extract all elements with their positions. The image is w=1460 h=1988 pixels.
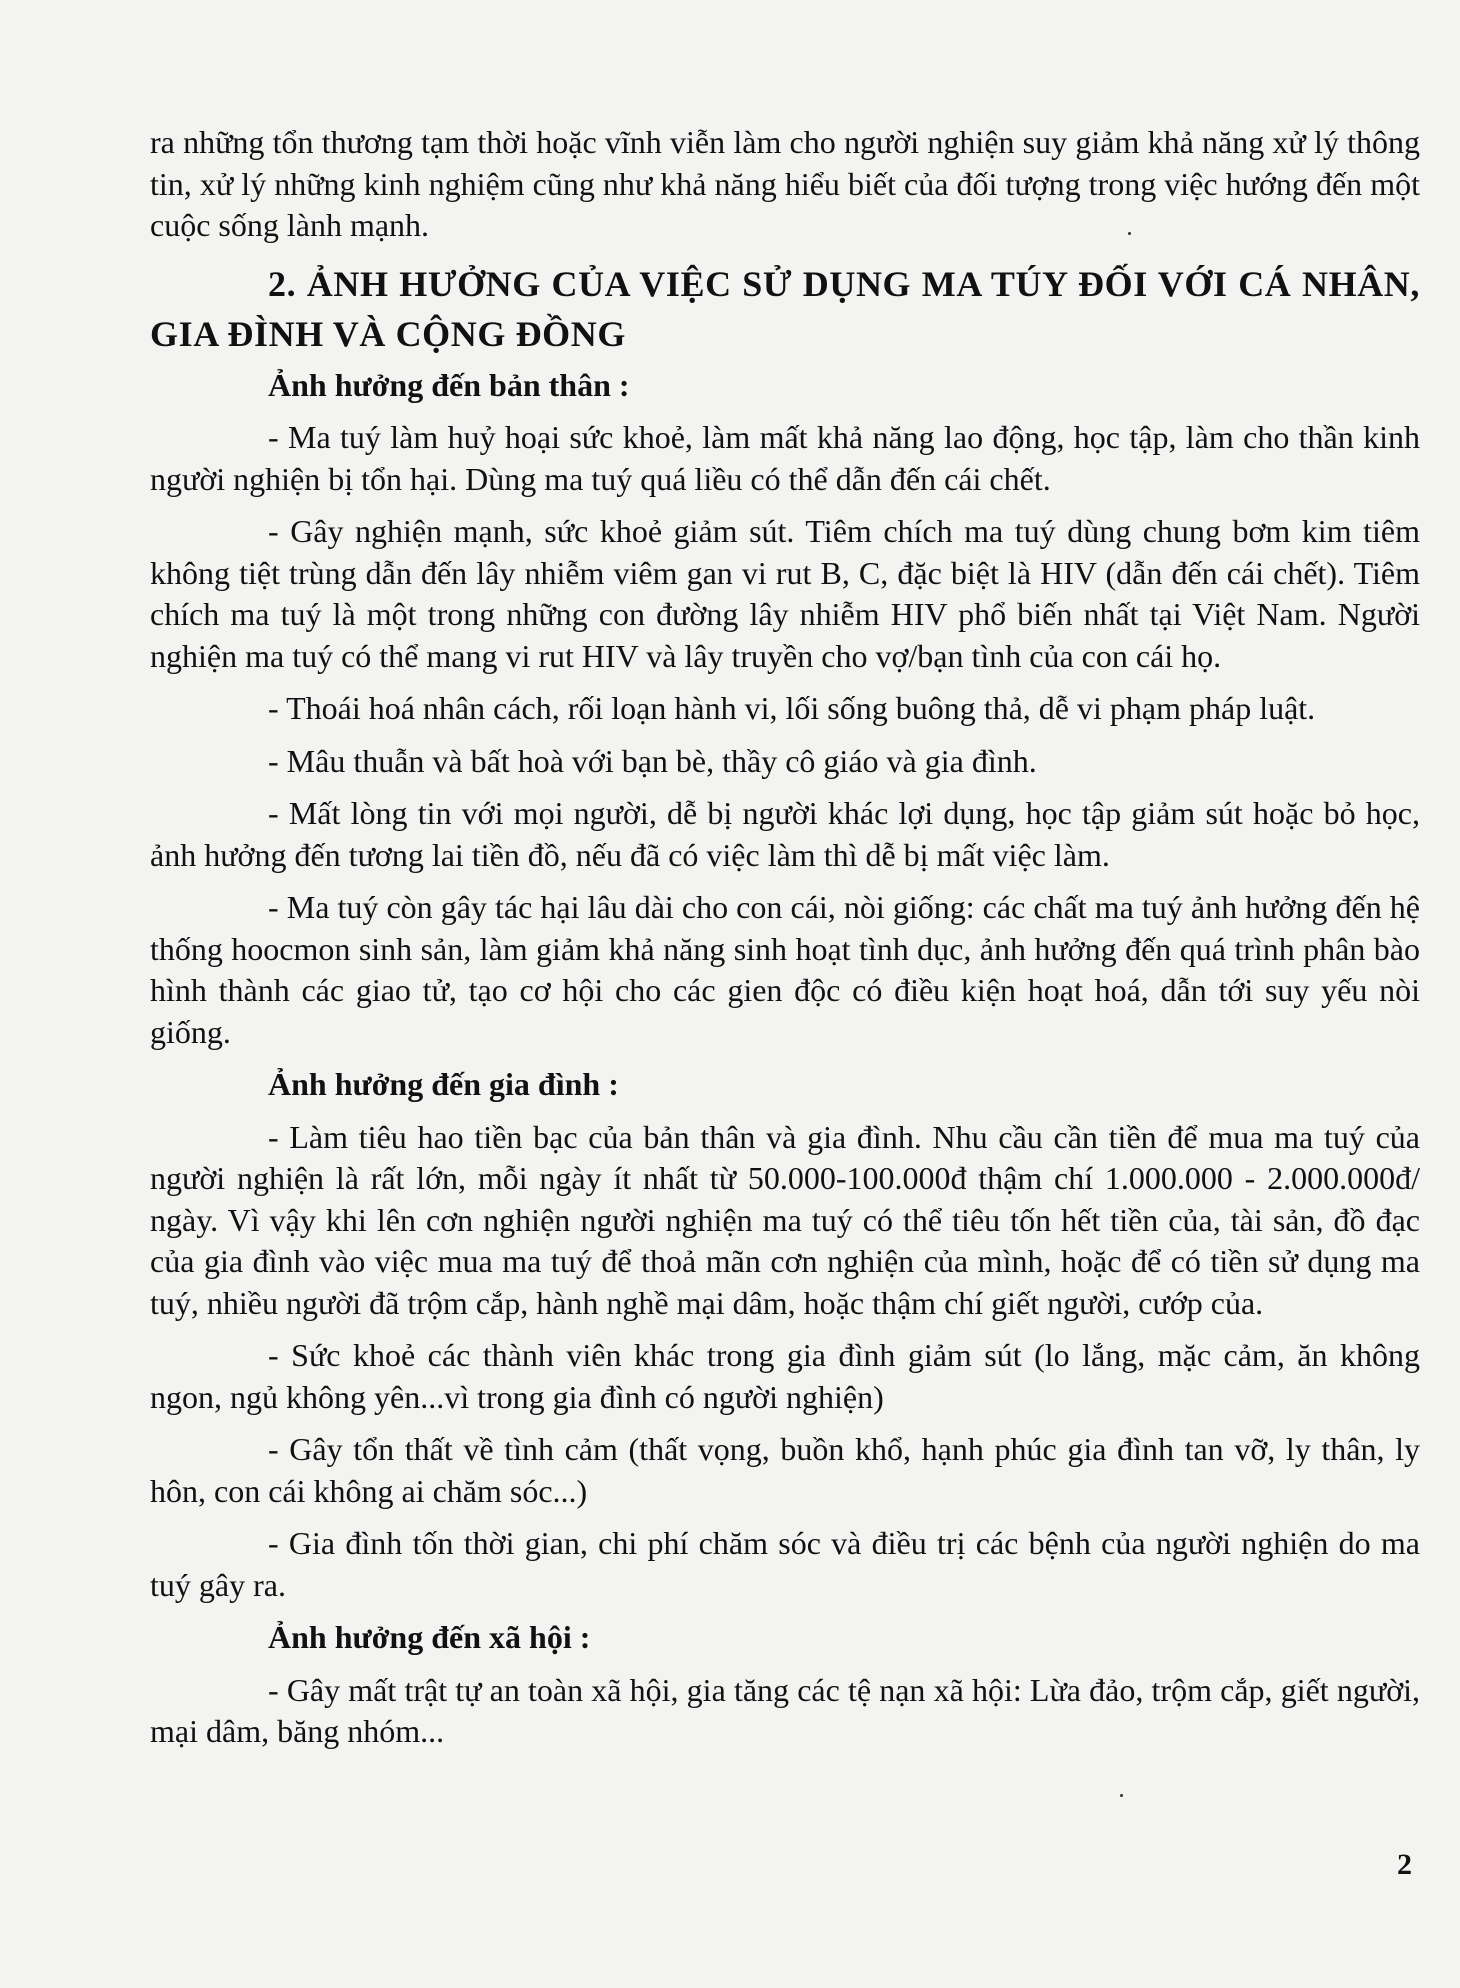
self-impact-item-3: - Thoái hoá nhân cách, rối loạn hành vi, lối sống buông thả, dễ vi phạm pháp luật. xyxy=(268,690,1316,726)
family-impact-item-3: - Gây tổn thất về tình cảm (thất vọng, buồn khổ, hạnh phúc gia đình tan vỡ, ly thân, ly hôn, con cái không ai chăm sóc...) xyxy=(150,1431,1420,1509)
self-impact-item-2: - Gây nghiện mạnh, sức khoẻ giảm sút. Tiêm chích ma tuý dùng chung bơm kim tiêm không tiệt trùng dẫn đến lây nhiễm viêm gan vi rut B, C, đặc biệt là HIV (dẫn đến cái chết). Tiêm chích ma tuý là một trong những con đường lây nhiễm HIV phổ biến nhất tại Việt Nam. Người nghiện ma tuý có thể mang vi rut HIV và lây truyền cho vợ/bạn tình của con cái họ. xyxy=(150,513,1420,674)
self-impact-item-1: - Ma tuý làm huỷ hoại sức khoẻ, làm mất khả năng lao động, học tập, làm cho thần kinh người nghiện bị tổn hại. Dùng ma tuý quá liều có thể dẫn đến cái chết. xyxy=(150,419,1420,497)
society-impact-item-1: - Gây mất trật tự an toàn xã hội, gia tăng các tệ nạn xã hội: Lừa đảo, trộm cắp, giết người, mại dâm, băng nhóm... xyxy=(150,1671,1420,1749)
scan-speck xyxy=(1120,1794,1123,1797)
self-impact-item-5: - Mất lòng tin với mọi người, dễ bị người khác lợi dụng, học tập giảm sút hoặc bỏ học, ảnh hưởng đến tương lai tiền đồ, nếu đã có việc làm thì dễ bị mất việc làm. xyxy=(150,795,1420,873)
page-number: 2 xyxy=(1397,1848,1412,1881)
self-impact-item-4: - Mâu thuẫn và bất hoà với bạn bè, thầy cô giáo và gia đình. xyxy=(268,742,1037,779)
self-impact-item-6: - Ma tuý còn gây tác hại lâu dài cho con cái, nòi giống: các chất ma tuý ảnh hưởng đến hệ thống hoocmon sinh sản, làm giảm khả năng sinh hoạt tình dục, ảnh hưởng đến quá trình phân bào hình thành các giao tử, tạo cơ hội cho các gien độc có điều kiện hoạt hoá, dẫn tới suy yếu nòi giống. xyxy=(150,889,1420,1050)
family-impact-item-1: - Làm tiêu hao tiền bạc của bản thân và gia đình. Nhu cầu cần tiền để mua ma tuý của người nghiện là rất lớn, mỗi ngày ít nhất từ 50.000-100.000đ thậm chí 1.000.000 - 2.000.000đ/ ngày. Vì vậy khi lên cơn nghiện người nghiện ma tuý có thể tiêu tốn hết tiền của, tài sản, đồ đạc của gia đình vào việc mua ma tuý để thoả mãn cơn nghiện của mình, hoặc để có tiền sử dụng ma tuý, nhiều người đã trộm cắp, hành nghề mại dâm, hoặc thậm chí giết người, cướp của. xyxy=(150,1118,1420,1321)
intro-paragraph: ra những tổn thương tạm thời hoặc vĩnh viễn làm cho người nghiện suy giảm khả năng xử lý thông tin, xử lý những kinh nghiệm cũng như khả năng hiểu biết của đối tượng trong việc hướng đến một cuộc sống lành mạnh. xyxy=(150,124,1420,243)
self-impact-heading: Ảnh hưởng đến bản thân : xyxy=(268,366,630,403)
page-content xyxy=(150,122,1420,1764)
society-impact-heading: Ảnh hưởng đến xã hội : xyxy=(268,1619,591,1655)
family-impact-heading: Ảnh hưởng đến gia đình : xyxy=(268,1066,619,1102)
scan-speck xyxy=(1128,232,1131,235)
family-impact-item-2: - Sức khoẻ các thành viên khác trong gia đình giảm sút (lo lắng, mặc cảm, ăn không ngon, ngủ không yên...vì trong gia đình có người nghiện) xyxy=(150,1337,1420,1415)
section-heading: 2. ẢNH HƯỞNG CỦA VIỆC SỬ DỤNG MA TÚY ĐỐI VỚI CÁ NHÂN, GIA ĐÌNH VÀ CỘNG ĐỒNG xyxy=(150,263,1420,354)
family-impact-item-4: - Gia đình tốn thời gian, chi phí chăm sóc và điều trị các bệnh của người nghiện do ma tuý gây ra. xyxy=(150,1525,1420,1603)
